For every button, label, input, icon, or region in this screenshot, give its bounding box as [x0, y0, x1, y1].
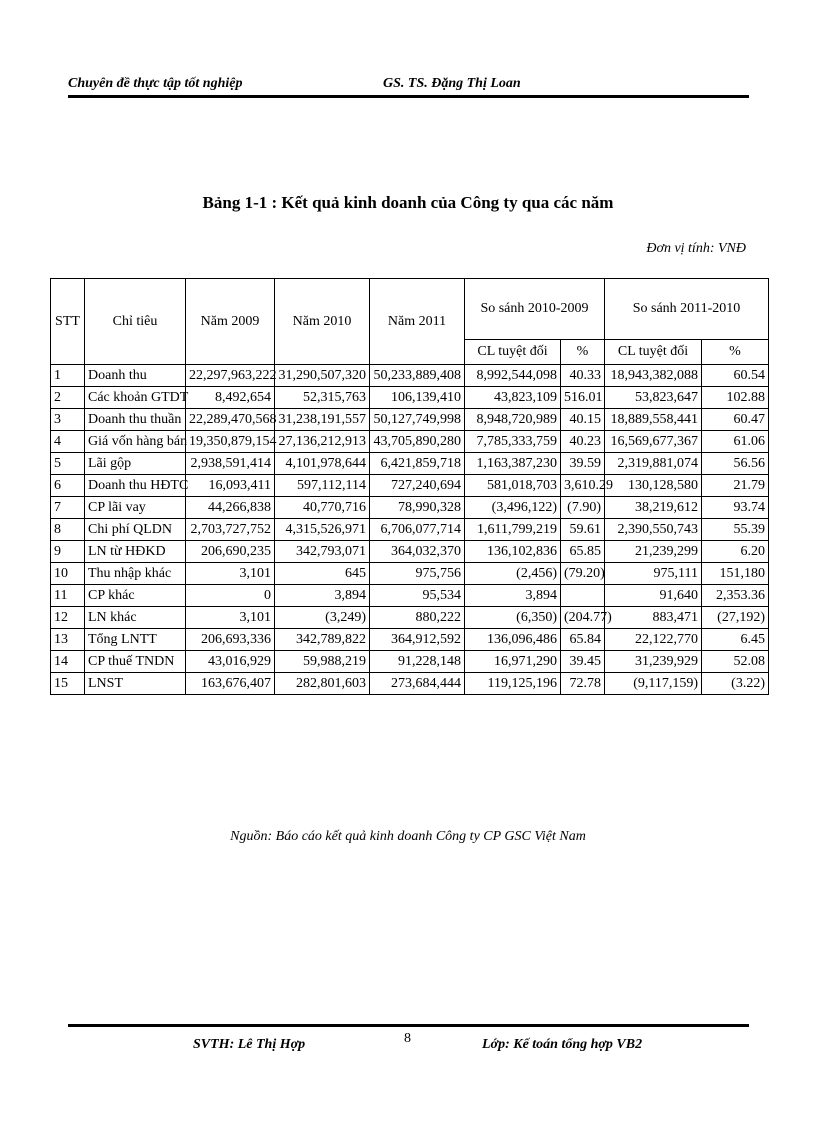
chi-tieu-cell: Thu nhập khác: [85, 563, 186, 585]
pct-2-cell: 60.47: [702, 409, 769, 431]
pct-2-cell: 102.88: [702, 387, 769, 409]
results-table: [50, 278, 769, 695]
cl-2-cell: 91,640: [605, 585, 702, 607]
cl-1-cell: (6,350): [465, 607, 561, 629]
cl-1-cell: 3,894: [465, 585, 561, 607]
cl-1-cell: (2,456): [465, 563, 561, 585]
cl-1-cell: 43,823,109: [465, 387, 561, 409]
cl-1-cell: 7,785,333,759: [465, 431, 561, 453]
pct-1-cell: 40.23: [561, 431, 605, 453]
pct-2-cell: 56.56: [702, 453, 769, 475]
nam-2009-cell: 3,101: [186, 607, 275, 629]
pct-2-cell: (3.22): [702, 673, 769, 695]
cl-2-cell: 53,823,647: [605, 387, 702, 409]
nam-2009-cell: 2,703,727,752: [186, 519, 275, 541]
header-cl-tuyet-doi-2: CL tuyệt đối: [605, 340, 702, 365]
stt-cell: 13: [51, 629, 85, 651]
nam-2011-cell: 50,127,749,998: [370, 409, 465, 431]
nam-2010-cell: 342,793,071: [275, 541, 370, 563]
footer-class: Lớp: Kế toán tổng hợp VB2: [482, 1037, 643, 1052]
nam-2009-cell: 22,297,963,222: [186, 365, 275, 387]
nam-2009-cell: 43,016,929: [186, 651, 275, 673]
chi-tieu-cell: CP lãi vay: [85, 497, 186, 519]
table-row: [51, 585, 769, 607]
table-row: [51, 563, 769, 585]
nam-2011-cell: 880,222: [370, 607, 465, 629]
nam-2009-cell: 44,266,838: [186, 497, 275, 519]
nam-2010-cell: 40,770,716: [275, 497, 370, 519]
header-ss-2010-2009: So sánh 2010-2009: [465, 279, 605, 340]
header-cl-tuyet-doi-1: CL tuyệt đối: [465, 340, 561, 365]
table-row: [51, 629, 769, 651]
cl-2-cell: 883,471: [605, 607, 702, 629]
nam-2009-cell: 22,289,470,568: [186, 409, 275, 431]
pct-1-cell: 39.59: [561, 453, 605, 475]
header-nam-2011: Năm 2011: [370, 279, 465, 365]
nam-2011-cell: 50,233,889,408: [370, 365, 465, 387]
pct-1-cell: (204.77): [561, 607, 605, 629]
table-row: [51, 519, 769, 541]
stt-cell: 5: [51, 453, 85, 475]
nam-2009-cell: 206,690,235: [186, 541, 275, 563]
stt-cell: 14: [51, 651, 85, 673]
stt-cell: 9: [51, 541, 85, 563]
cl-2-cell: 2,390,550,743: [605, 519, 702, 541]
stt-cell: 7: [51, 497, 85, 519]
cl-1-cell: 581,018,703: [465, 475, 561, 497]
unit-label: Đơn vị tính: VNĐ: [646, 241, 746, 256]
cl-1-cell: 119,125,196: [465, 673, 561, 695]
chi-tieu-cell: Giá vốn hàng bán: [85, 431, 186, 453]
stt-cell: 3: [51, 409, 85, 431]
table-row: [51, 673, 769, 695]
stt-cell: 2: [51, 387, 85, 409]
nam-2011-cell: 95,534: [370, 585, 465, 607]
nam-2010-cell: 59,988,219: [275, 651, 370, 673]
chi-tieu-cell: Chi phí QLDN: [85, 519, 186, 541]
cl-2-cell: 31,239,929: [605, 651, 702, 673]
chi-tieu-cell: Các khoản GTDT: [85, 387, 186, 409]
nam-2011-cell: 6,421,859,718: [370, 453, 465, 475]
stt-cell: 10: [51, 563, 85, 585]
header-stt: STT: [51, 279, 85, 365]
cl-1-cell: (3,496,122): [465, 497, 561, 519]
nam-2009-cell: 2,938,591,414: [186, 453, 275, 475]
chi-tieu-cell: Doanh thu HĐTC: [85, 475, 186, 497]
pct-1-cell: 59.61: [561, 519, 605, 541]
nam-2010-cell: 52,315,763: [275, 387, 370, 409]
table-row: [51, 453, 769, 475]
pct-1-cell: 40.33: [561, 365, 605, 387]
cl-2-cell: 975,111: [605, 563, 702, 585]
header-author: GS. TS. Đặng Thị Loan: [383, 76, 521, 91]
pct-2-cell: 60.54: [702, 365, 769, 387]
source-note: Nguồn: Báo cáo kết quả kinh doanh Công ty CP GSC Việt Nam: [230, 829, 586, 844]
nam-2009-cell: 19,350,879,154: [186, 431, 275, 453]
pct-2-cell: 6.20: [702, 541, 769, 563]
nam-2011-cell: 727,240,694: [370, 475, 465, 497]
chi-tieu-cell: LNST: [85, 673, 186, 695]
cl-1-cell: 136,096,486: [465, 629, 561, 651]
page-number: 8: [404, 1031, 411, 1046]
cl-2-cell: 38,219,612: [605, 497, 702, 519]
nam-2010-cell: 4,315,526,971: [275, 519, 370, 541]
table-row: [51, 541, 769, 563]
nam-2010-cell: 597,112,114: [275, 475, 370, 497]
chi-tieu-cell: LN khác: [85, 607, 186, 629]
pct-1-cell: 65.84: [561, 629, 605, 651]
nam-2010-cell: 645: [275, 563, 370, 585]
header-nam-2010: Năm 2010: [275, 279, 370, 365]
stt-cell: 11: [51, 585, 85, 607]
cl-2-cell: 18,943,382,088: [605, 365, 702, 387]
nam-2010-cell: 4,101,978,644: [275, 453, 370, 475]
nam-2010-cell: (3,249): [275, 607, 370, 629]
stt-cell: 8: [51, 519, 85, 541]
header-pct-2: %: [702, 340, 769, 365]
chi-tieu-cell: CP thuế TNDN: [85, 651, 186, 673]
chi-tieu-cell: CP khác: [85, 585, 186, 607]
nam-2009-cell: 8,492,654: [186, 387, 275, 409]
nam-2011-cell: 43,705,890,280: [370, 431, 465, 453]
cl-2-cell: 16,569,677,367: [605, 431, 702, 453]
nam-2011-cell: 364,032,370: [370, 541, 465, 563]
header-ss-2011-2010: So sánh 2011-2010: [605, 279, 769, 340]
pct-2-cell: 2,353.36: [702, 585, 769, 607]
chi-tieu-cell: Lãi gộp: [85, 453, 186, 475]
nam-2011-cell: 273,684,444: [370, 673, 465, 695]
table-row: [51, 497, 769, 519]
pct-2-cell: 52.08: [702, 651, 769, 673]
pct-2-cell: 6.45: [702, 629, 769, 651]
table-row: [51, 365, 769, 387]
nam-2010-cell: 282,801,603: [275, 673, 370, 695]
cl-1-cell: 136,102,836: [465, 541, 561, 563]
pct-1-cell: 72.78: [561, 673, 605, 695]
cl-2-cell: 22,122,770: [605, 629, 702, 651]
table-row: [51, 409, 769, 431]
nam-2010-cell: 31,290,507,320: [275, 365, 370, 387]
nam-2009-cell: 16,093,411: [186, 475, 275, 497]
nam-2009-cell: 206,693,336: [186, 629, 275, 651]
pct-1-cell: (79.20): [561, 563, 605, 585]
table-title: Bảng 1-1 : Kết quả kinh doanh của Công ty qua các năm: [202, 193, 614, 212]
cl-1-cell: 8,992,544,098: [465, 365, 561, 387]
cl-1-cell: 1,611,799,219: [465, 519, 561, 541]
nam-2010-cell: 31,238,191,557: [275, 409, 370, 431]
stt-cell: 6: [51, 475, 85, 497]
header-nam-2009: Năm 2009: [186, 279, 275, 365]
table-row: [51, 475, 769, 497]
footer-rule: [68, 1024, 749, 1027]
table-row: [51, 387, 769, 409]
pct-1-cell: 40.15: [561, 409, 605, 431]
cl-1-cell: 1,163,387,230: [465, 453, 561, 475]
pct-1-cell: 516.01: [561, 387, 605, 409]
nam-2010-cell: 27,136,212,913: [275, 431, 370, 453]
chi-tieu-cell: Doanh thu: [85, 365, 186, 387]
header-rule: [68, 95, 749, 98]
cl-1-cell: 8,948,720,989: [465, 409, 561, 431]
pct-1-cell: 3,610.29: [561, 475, 605, 497]
pct-2-cell: 21.79: [702, 475, 769, 497]
nam-2009-cell: 3,101: [186, 563, 275, 585]
nam-2011-cell: 78,990,328: [370, 497, 465, 519]
nam-2011-cell: 91,228,148: [370, 651, 465, 673]
header-left-text: Chuyên đề thực tập tốt nghiệp: [68, 76, 243, 91]
cl-2-cell: 130,128,580: [605, 475, 702, 497]
stt-cell: 12: [51, 607, 85, 629]
pct-2-cell: 151,180: [702, 563, 769, 585]
pct-1-cell: (7.90): [561, 497, 605, 519]
cl-1-cell: 16,971,290: [465, 651, 561, 673]
nam-2011-cell: 6,706,077,714: [370, 519, 465, 541]
header-pct-1: %: [561, 340, 605, 365]
pct-1-cell: 65.85: [561, 541, 605, 563]
table-body: [51, 365, 769, 695]
nam-2011-cell: 975,756: [370, 563, 465, 585]
nam-2011-cell: 106,139,410: [370, 387, 465, 409]
nam-2009-cell: 0: [186, 585, 275, 607]
cl-2-cell: 21,239,299: [605, 541, 702, 563]
nam-2011-cell: 364,912,592: [370, 629, 465, 651]
cl-2-cell: 18,889,558,441: [605, 409, 702, 431]
cl-2-cell: (9,117,159): [605, 673, 702, 695]
pct-2-cell: 93.74: [702, 497, 769, 519]
pct-2-cell: 61.06: [702, 431, 769, 453]
stt-cell: 4: [51, 431, 85, 453]
header-chi-tieu: Chỉ tiêu: [85, 279, 186, 365]
pct-1-cell: 39.45: [561, 651, 605, 673]
table-row: [51, 651, 769, 673]
nam-2010-cell: 3,894: [275, 585, 370, 607]
pct-2-cell: 55.39: [702, 519, 769, 541]
nam-2009-cell: 163,676,407: [186, 673, 275, 695]
table-row: [51, 431, 769, 453]
chi-tieu-cell: Tổng LNTT: [85, 629, 186, 651]
pct-2-cell: (27,192): [702, 607, 769, 629]
cl-2-cell: 2,319,881,074: [605, 453, 702, 475]
stt-cell: 15: [51, 673, 85, 695]
pct-1-cell: [561, 585, 605, 607]
nam-2010-cell: 342,789,822: [275, 629, 370, 651]
stt-cell: 1: [51, 365, 85, 387]
chi-tieu-cell: LN từ HĐKD: [85, 541, 186, 563]
table-row: [51, 607, 769, 629]
chi-tieu-cell: Doanh thu thuần: [85, 409, 186, 431]
footer-student: SVTH: Lê Thị Hợp: [193, 1037, 306, 1052]
